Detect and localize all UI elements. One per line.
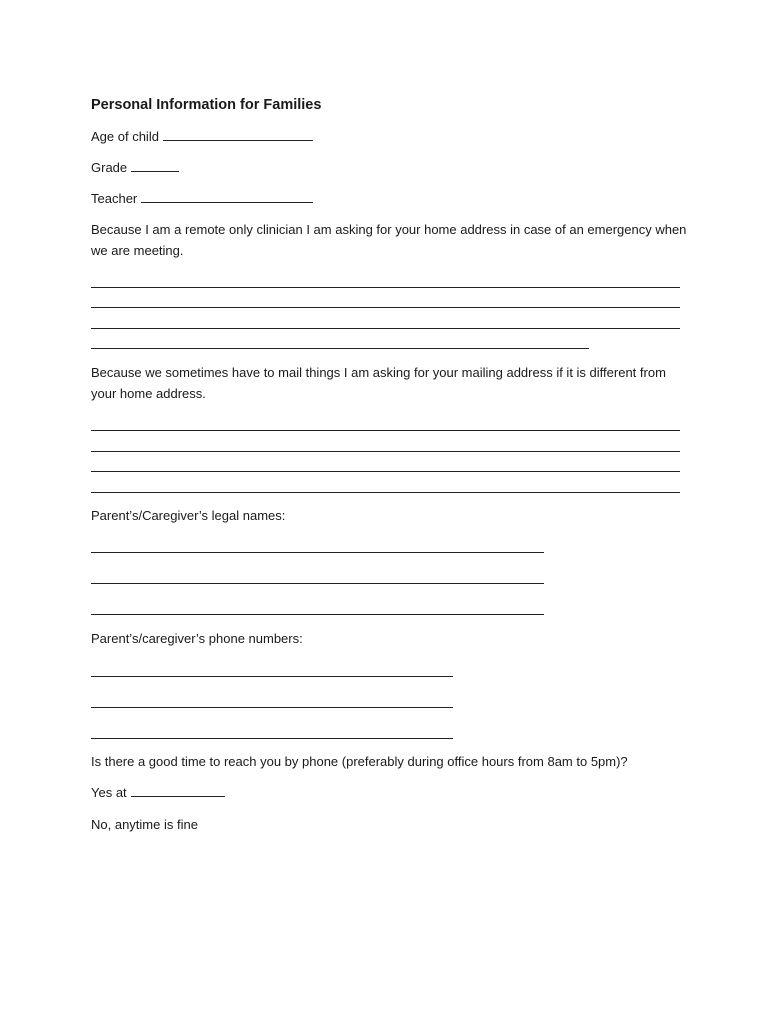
good-time-question: Is there a good time to reach you by phone (preferably during office hours from 8am to 5pm)? (91, 754, 628, 769)
parent-name-line-2[interactable] (91, 583, 544, 584)
home-address-line-2[interactable] (91, 307, 680, 308)
form-title: Personal Information for Families (91, 97, 322, 113)
mailing-address-line-2[interactable] (91, 451, 680, 452)
teacher-label: Teacher (91, 191, 138, 206)
phone-line-2[interactable] (91, 707, 453, 708)
mailing-address-line-1[interactable] (91, 430, 680, 431)
phone-numbers-label: Parent’s/caregiver’s phone numbers: (91, 631, 303, 646)
phone-line-3[interactable] (91, 738, 453, 739)
home-address-line-1[interactable] (91, 287, 680, 288)
mailing-address-prompt: Because we sometimes have to mail things I am asking for your mailing address if it is different from your home address. (91, 365, 666, 401)
age-field[interactable] (163, 128, 313, 141)
phone-line-1[interactable] (91, 676, 453, 677)
yes-time-field[interactable] (131, 784, 225, 797)
no-anytime-label: No, anytime is fine (91, 817, 198, 832)
home-address-line-3[interactable] (91, 328, 680, 329)
home-address-line-4[interactable] (91, 348, 589, 349)
grade-label: Grade (91, 160, 128, 175)
grade-field[interactable] (131, 159, 179, 172)
parent-names-label: Parent’s/Caregiver’s legal names: (91, 508, 286, 523)
mailing-address-line-4[interactable] (91, 492, 680, 493)
teacher-row (91, 189, 313, 209)
parent-name-line-1[interactable] (91, 552, 544, 553)
age-label: Age of child (91, 129, 159, 144)
grade-row (91, 158, 179, 178)
teacher-field[interactable] (141, 190, 313, 203)
age-row (91, 127, 313, 147)
yes-label: Yes at (91, 785, 127, 800)
yes-row (91, 783, 225, 803)
home-address-prompt: Because I am a remote only clinician I am asking for your home address in case of an emergency when we are meeting. (91, 222, 687, 258)
mailing-address-line-3[interactable] (91, 471, 680, 472)
parent-name-line-3[interactable] (91, 614, 544, 615)
